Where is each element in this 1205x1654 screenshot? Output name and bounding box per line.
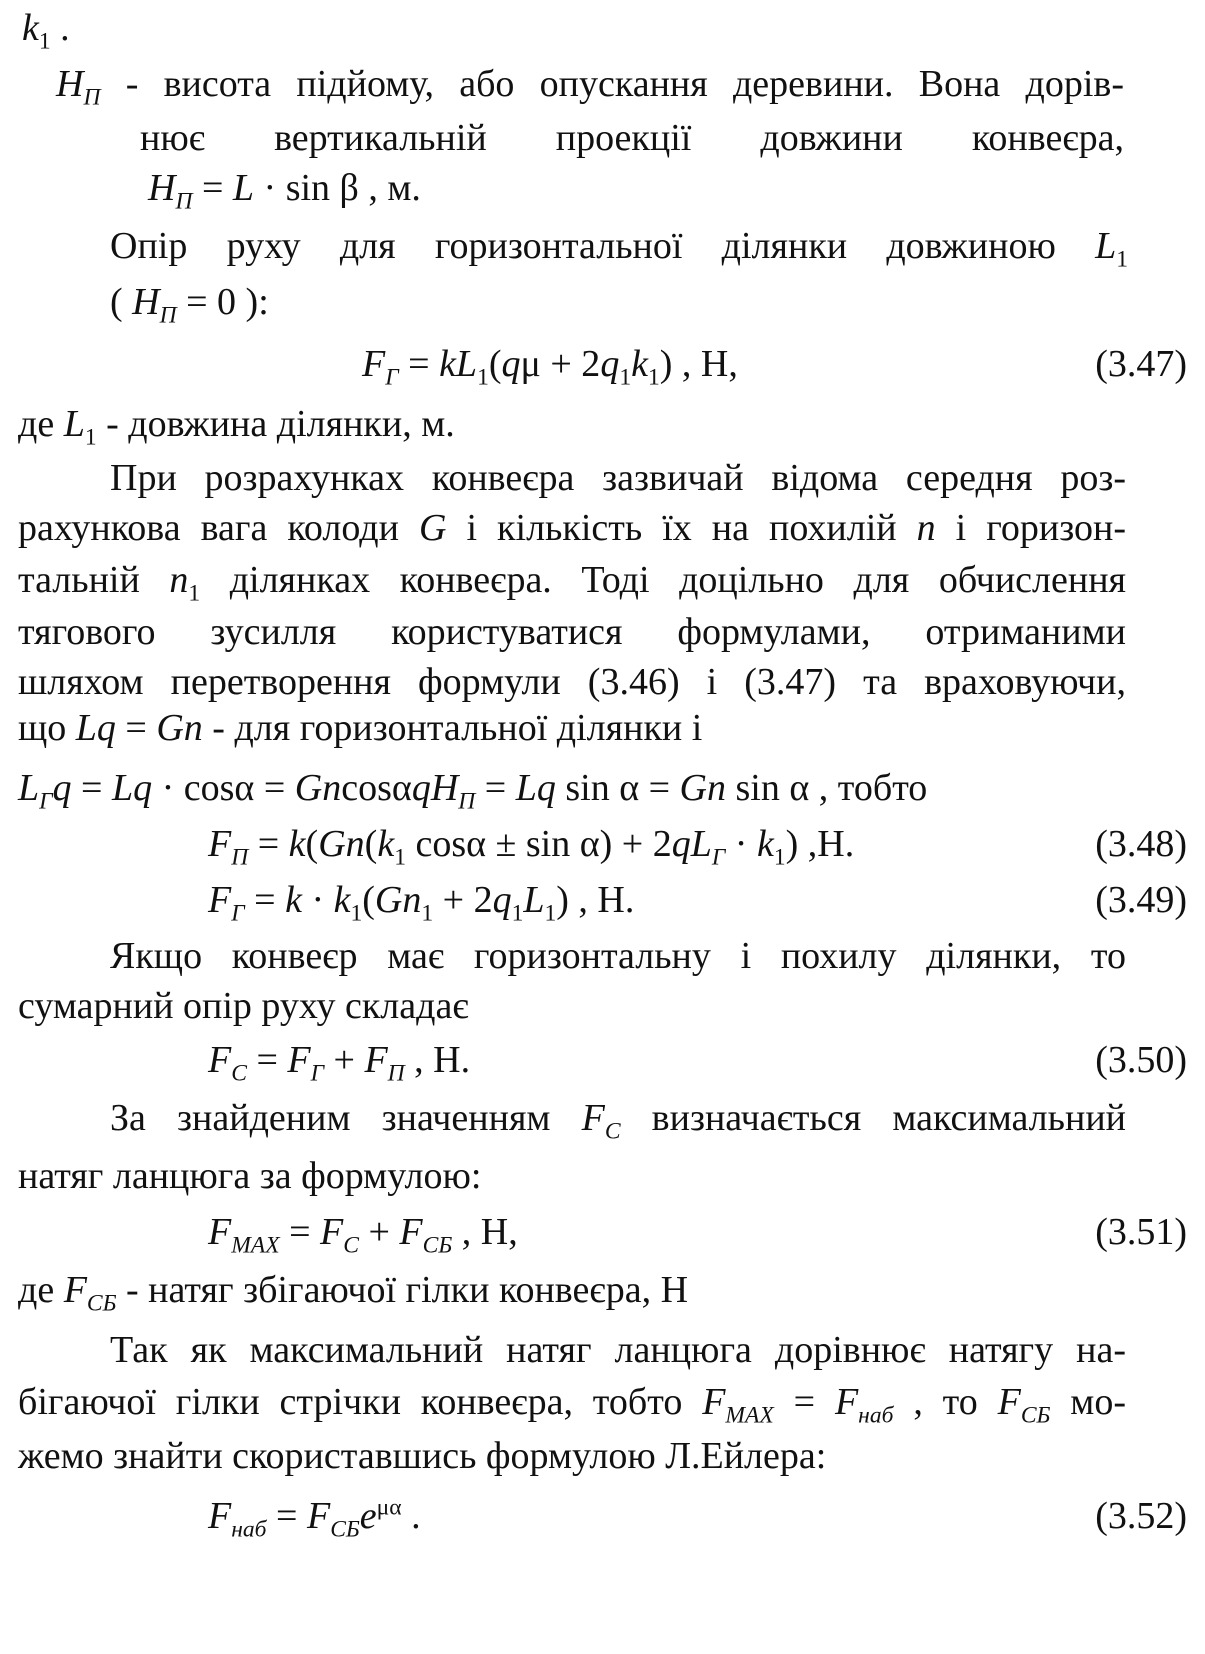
equation-number: (3.51) (1095, 1211, 1187, 1253)
paragraph-line: натяг ланцюга за формулою: (18, 1155, 482, 1197)
paragraph-line: де $F_{СБ}$ - натяг збігаючої гілки конвеєра, Н (18, 1269, 689, 1317)
equation-number: (3.49) (1095, 879, 1187, 921)
equation-number: (3.50) (1095, 1039, 1187, 1081)
paragraph-line: ( $H_П = 0$ ): (110, 281, 269, 329)
equation-number: (3.47) (1095, 343, 1187, 385)
equation-3-47: $F_Г = kL_1(q\mu + 2q_1k_1)$ , Н, (362, 343, 738, 391)
paragraph-line: сумарний опір руху складає (18, 985, 469, 1027)
inline-formula: $L_Гq = Lq \cdot \cos\alpha = Gncos\alpha qH_П = Lq$ sin α = Gn sin α , тобто (18, 767, 928, 815)
paragraph-line: рахункова вага колоди G і кількість їх на похилій n і горизон- (18, 507, 1126, 549)
paragraph-line: $H_П$ - висота підйому, або опускання деревини. Вона дорів- (56, 63, 1124, 111)
paragraph-line: Так як максимальний натяг ланцюга дорівнює натягу на- (110, 1329, 1126, 1371)
equation-3-50: $F_С = F_Г + F_П$ , Н. (208, 1039, 471, 1087)
paragraph-line: Якщо конвеєр має горизонтальну і похилу ділянки, то (110, 935, 1126, 977)
equation-3-51: $F_{MAX} = F_С + F_{СБ}$ , Н, (208, 1211, 518, 1259)
paragraph-line: бігаючої гілки стрічки конвеєра, тобто $F_{MAX} = F_{наб}$ , то $F_{СБ}$ мо- (18, 1381, 1127, 1429)
equation-3-52: $F_{наб} = F_{СБ}e^{\mu\alpha}$ . (208, 1494, 421, 1543)
equation-number: (3.48) (1095, 823, 1187, 865)
inline-formula: $H_П = L \cdot \sin \beta$ , м. (148, 167, 421, 215)
paragraph-line: При розрахунках конвеєра зазвичай відома середня роз- (110, 457, 1126, 499)
paragraph-line: Опір руху для горизонтальної ділянки довжиною $L_1$ (110, 225, 1128, 273)
paragraph-line: де $L_1$ - довжина ділянки, м. (18, 403, 455, 451)
paragraph-line: тальній $n_1$ ділянках конвеєра. Тоді доцільно для обчислення (18, 559, 1127, 607)
equation-3-48: $F_П = k(Gn(k_1$ $\cos\alpha \pm \sin \alpha) + 2qL_Г \cdot k_1$) ,Н. (208, 823, 855, 871)
paragraph-line: що Lq = Gn - для горизонтальної ділянки і (18, 707, 703, 749)
equation-3-49: $F_Г = k \cdot k_1(Gn_1 + 2q_1L_1)$ , Н. (208, 879, 635, 927)
paragraph-line: шляхом перетворення формули (3.46) і (3.47) та враховуючи, (18, 661, 1126, 703)
paragraph-line: нює вертикальній проекції довжини конвеєра, (140, 117, 1124, 159)
paragraph-line: тягового зусилля користуватися формулами, отриманими (18, 611, 1126, 653)
paragraph-line: жемо знайти скориставшись формулою Л.Ейлера: (18, 1435, 827, 1477)
equation-number: (3.52) (1095, 1495, 1187, 1537)
paragraph-line: За знайденим значенням $F_С$ визначається максимальний (110, 1097, 1126, 1145)
text-line: $k_1$ . (22, 7, 70, 55)
